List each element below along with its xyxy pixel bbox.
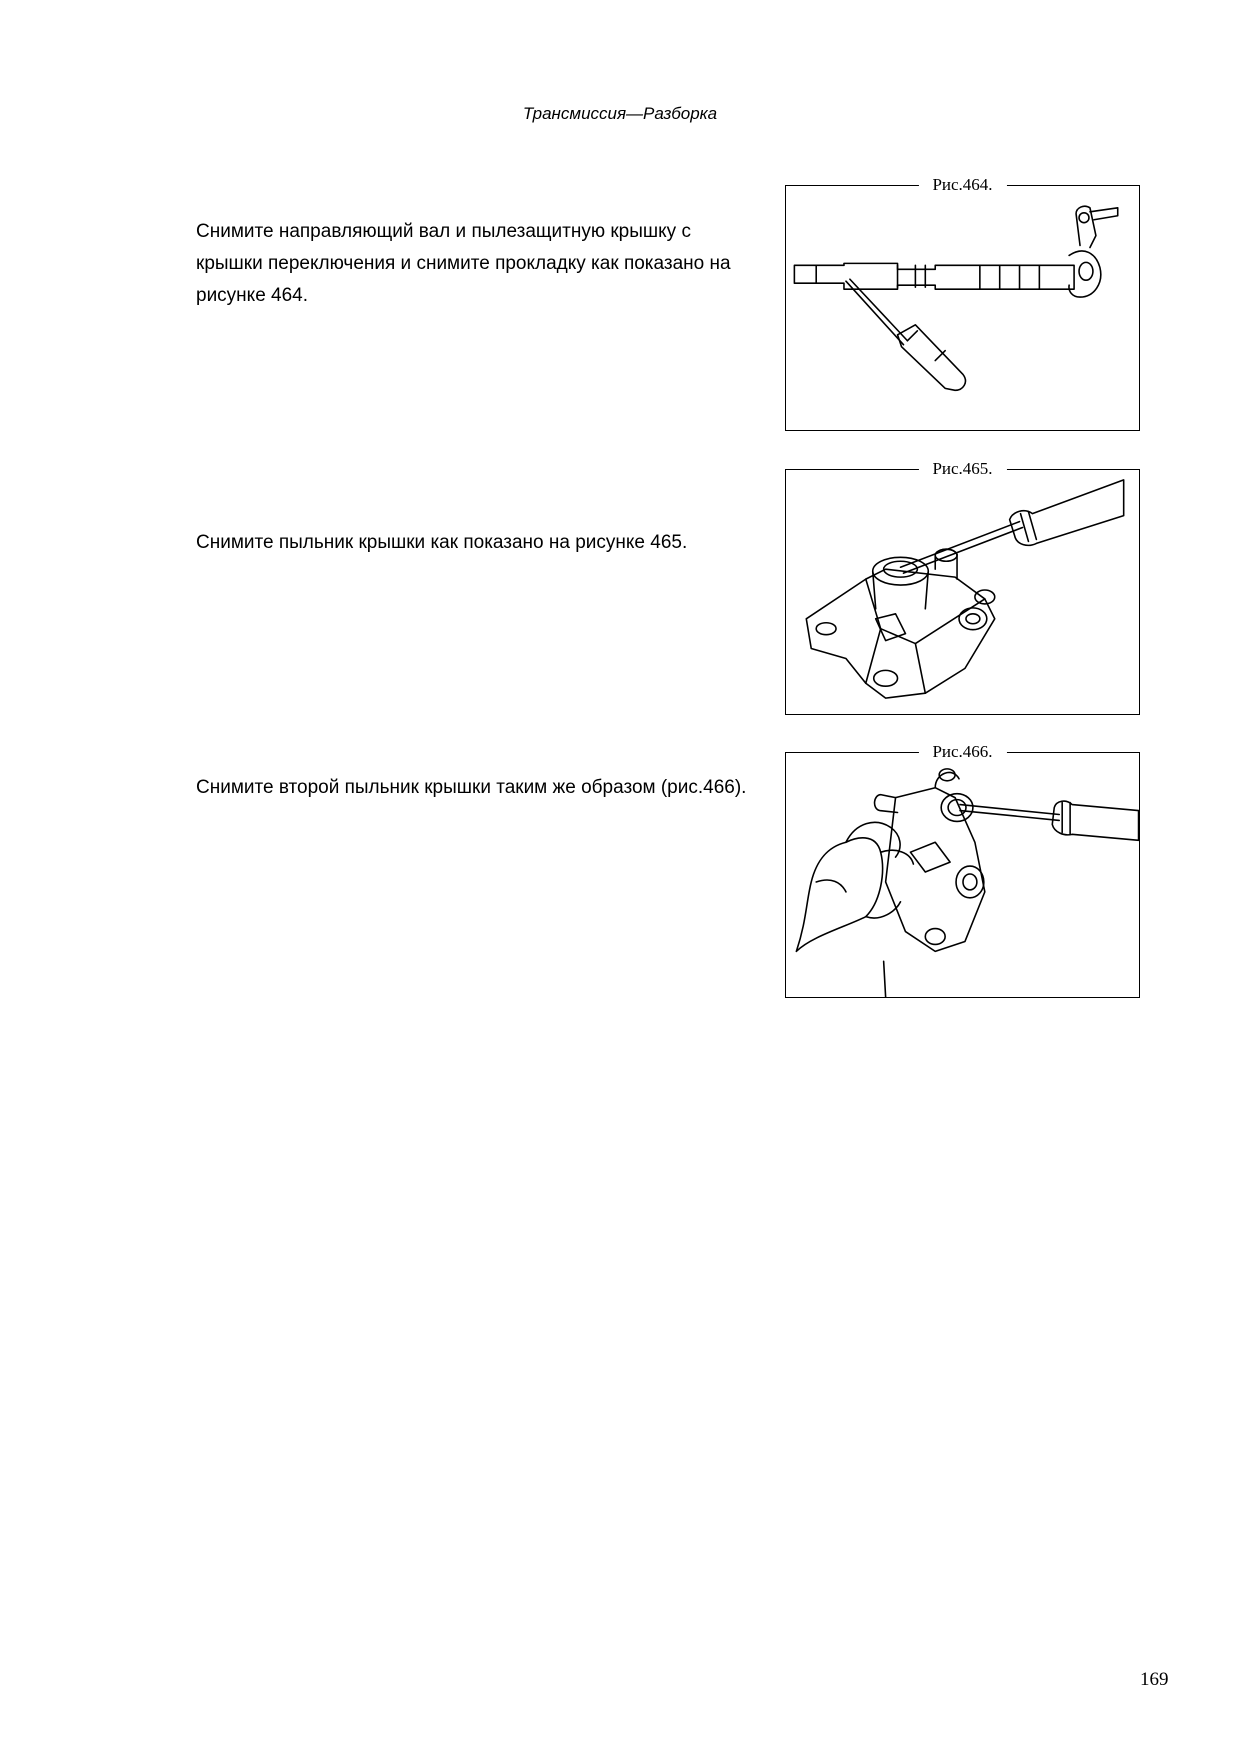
figure-466-caption: Рис.466.: [918, 741, 1006, 763]
step-1-text: Снимите направляющий вал и пылезащитную крышку с крышки переключения и снимите прокладку как показано на рисунке 464.: [196, 221, 731, 306]
page-number: 169: [1140, 1669, 1169, 1690]
figure-465-caption: Рис.465.: [918, 458, 1006, 480]
figure-465: [785, 459, 1140, 715]
second-boot-removal-illustration: [786, 753, 1139, 997]
figure-464-caption: Рис.464.: [918, 174, 1006, 196]
dust-boot-removal-illustration: [786, 470, 1139, 714]
shaft-removal-illustration: [786, 186, 1139, 430]
step-2-text: Снимите пыльник крышки как показано на рисунке 465.: [196, 532, 688, 553]
figure-466: [785, 742, 1140, 998]
page-header: Трансмиссия—Разборка: [522, 104, 718, 123]
step-3-text: Снимите второй пыльник крышки таким же образом (рис.466).: [196, 777, 747, 798]
figure-464: [785, 175, 1140, 431]
